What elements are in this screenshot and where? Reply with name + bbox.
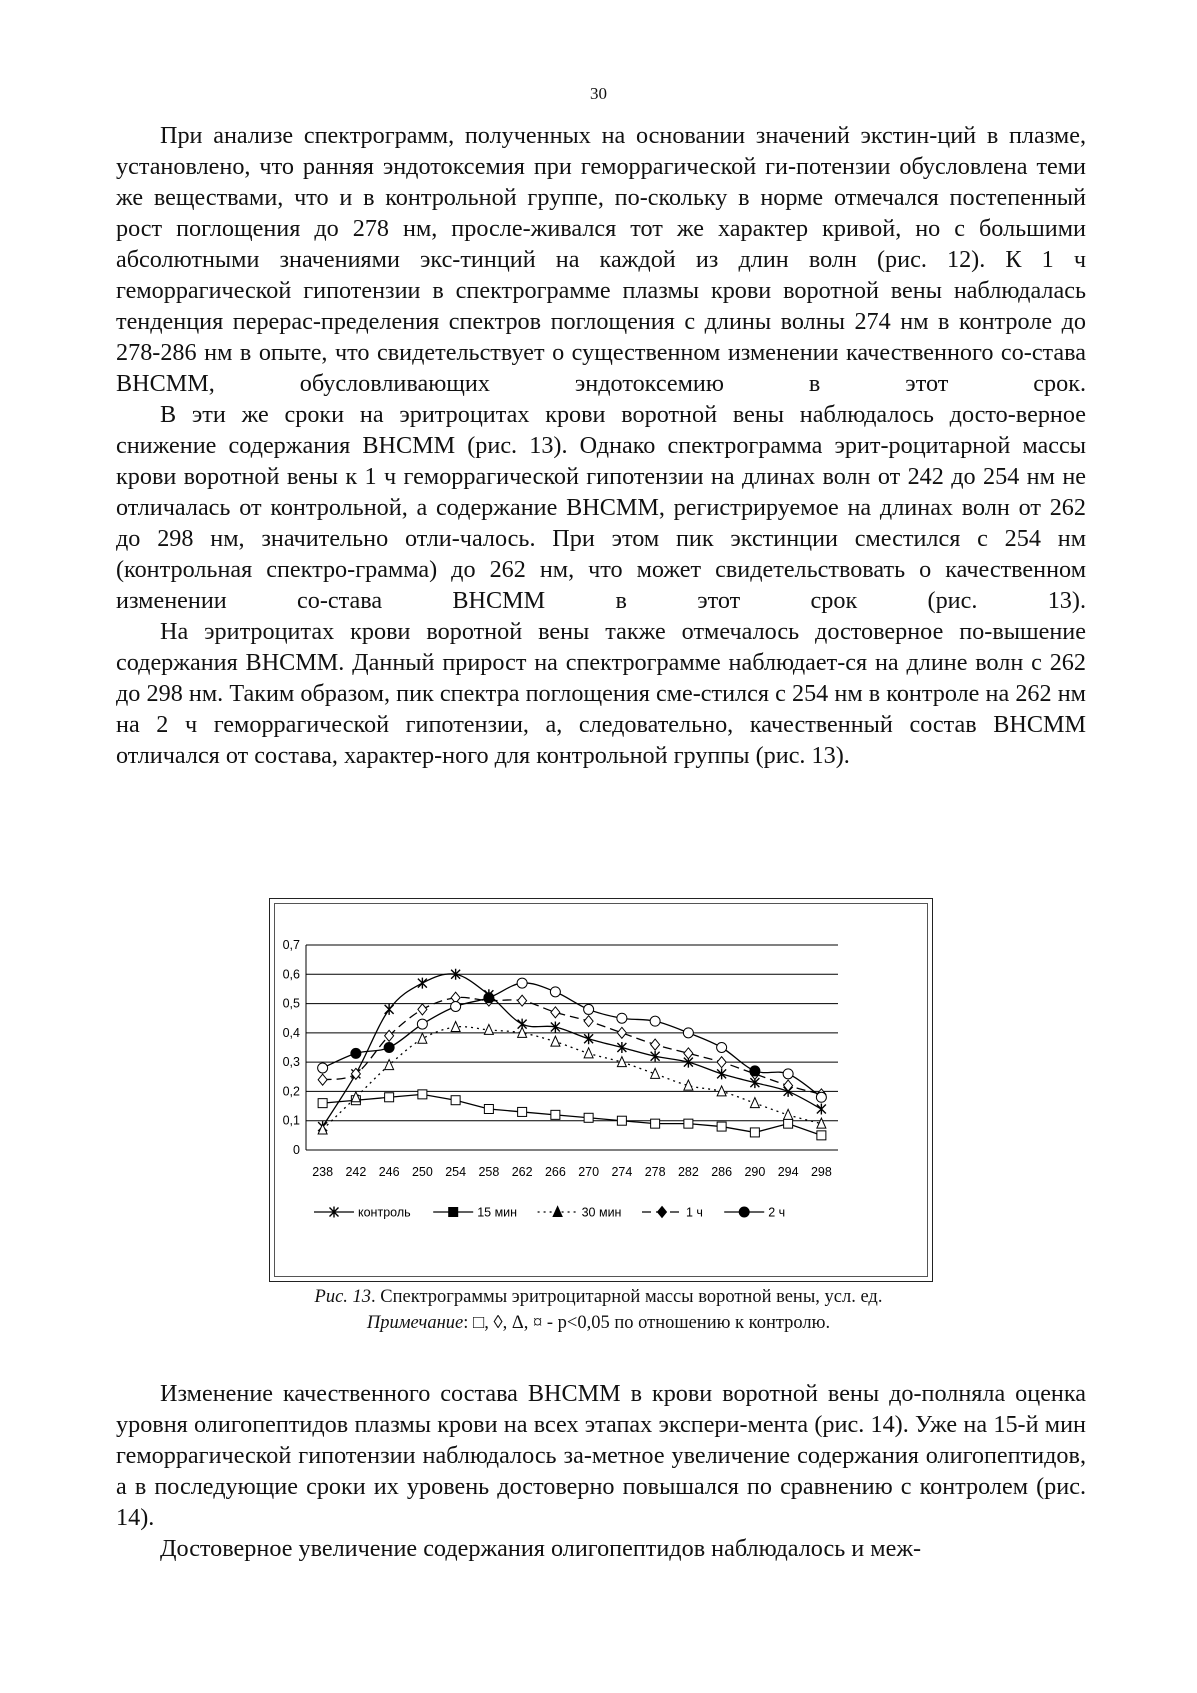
data-point-circle bbox=[717, 1043, 727, 1053]
legend-marker-4 bbox=[739, 1207, 749, 1217]
data-point-square bbox=[717, 1122, 726, 1131]
data-point-diamond bbox=[784, 1080, 793, 1091]
data-point-square bbox=[318, 1099, 327, 1108]
data-point-diamond bbox=[584, 1016, 593, 1027]
data-point-square bbox=[418, 1090, 427, 1099]
legend-label: 1 ч bbox=[686, 1205, 703, 1220]
data-point-diamond bbox=[418, 1004, 427, 1015]
data-point-diamond bbox=[518, 995, 527, 1006]
data-point-square bbox=[784, 1119, 793, 1128]
y-tick-label: 0,1 bbox=[282, 1113, 300, 1128]
paragraph-4: Изменение качественного состава ВНСММ в крови воротной вены до-полняла оценка уровня олигопептидов плазмы крови на всех этапах экспери-мента (рис. 14). Уже на 15-й мин геморрагической гипотензии наблюдалось за-метное увеличение содержания олигопептидов, а в последующие сроки их уровень достоверно повышался по сравнению с контролем (рис. 14). bbox=[116, 1380, 1086, 1531]
data-point-triangle bbox=[451, 1022, 460, 1032]
data-point-diamond bbox=[684, 1048, 693, 1059]
x-tick-label: 262 bbox=[511, 1165, 533, 1179]
x-tick-label: 250 bbox=[411, 1165, 433, 1179]
figure-label: Рис. 13 bbox=[314, 1287, 372, 1307]
data-point-circle bbox=[650, 1016, 660, 1026]
legend-label: 30 мин bbox=[581, 1205, 622, 1220]
data-point-asterisk bbox=[617, 1042, 626, 1053]
figure-note bbox=[0, 1313, 1197, 1334]
data-point-circle bbox=[417, 1019, 427, 1029]
data-point-circle bbox=[683, 1028, 693, 1038]
data-point-square bbox=[684, 1119, 693, 1128]
paragraph-2: В эти же сроки на эритроцитах крови воротной вены наблюдалось досто-верное снижение содержания ВНСММ (рис. 13). Однако спектрограмма эрит-роцитарной массы крови воротной вены к 1 ч геморрагической гипотензии на длинах волн от 242 до 254 нм не отличалась от контрольной, а содержание ВНСММ, регистрируемое на длинах волн от 262 до 298 нм, значительно отли-чалось. При этом пик экстинции сместился с 254 нм (контрольная спектро-грамма) до 262 нм, что может свидетельствовать о качественном изменении со-става ВНСММ в этот срок (рис. 13). bbox=[116, 401, 1086, 614]
legend-marker-1 bbox=[449, 1208, 458, 1217]
legend-marker-2 bbox=[553, 1207, 562, 1217]
data-point-square bbox=[518, 1107, 527, 1116]
series-line-1 bbox=[323, 1094, 822, 1135]
data-point-triangle bbox=[484, 1024, 493, 1034]
data-point-circle bbox=[318, 1063, 328, 1073]
x-tick-label: 254 bbox=[445, 1165, 467, 1179]
data-point-circle bbox=[351, 1048, 361, 1058]
data-point-triangle bbox=[617, 1057, 626, 1067]
data-point-asterisk bbox=[418, 978, 427, 989]
figure-13-chart bbox=[269, 898, 933, 1282]
y-tick-label: 0,4 bbox=[282, 1025, 300, 1040]
x-tick-label: 258 bbox=[478, 1165, 500, 1179]
spectrogram-chart-svg bbox=[270, 899, 934, 1283]
x-tick-label: 278 bbox=[644, 1165, 666, 1179]
data-point-diamond bbox=[318, 1074, 327, 1085]
data-point-square bbox=[651, 1119, 660, 1128]
data-point-circle bbox=[617, 1013, 627, 1023]
legend-label: 2 ч bbox=[768, 1205, 786, 1220]
series-line-0 bbox=[323, 974, 822, 1127]
x-tick-label: 294 bbox=[777, 1165, 799, 1179]
data-point-square bbox=[551, 1110, 560, 1119]
data-point-triangle bbox=[418, 1033, 427, 1043]
legend-label: контроль bbox=[358, 1205, 411, 1220]
data-point-asterisk bbox=[817, 1104, 826, 1115]
data-point-circle bbox=[550, 987, 560, 997]
x-tick-label: 238 bbox=[312, 1165, 334, 1179]
figure-caption bbox=[0, 1287, 1197, 1308]
y-tick-label: 0,6 bbox=[282, 967, 300, 982]
x-tick-label: 286 bbox=[711, 1165, 733, 1179]
data-point-circle bbox=[783, 1069, 793, 1079]
data-point-diamond bbox=[617, 1027, 626, 1038]
paragraph-5: Достоверное увеличение содержания олигопептидов наблюдалось и меж- bbox=[160, 1535, 922, 1562]
x-tick-label: 246 bbox=[378, 1165, 400, 1179]
x-tick-label: 270 bbox=[578, 1165, 600, 1179]
data-point-triangle bbox=[584, 1048, 593, 1058]
y-tick-label: 0,7 bbox=[282, 938, 300, 952]
data-point-triangle bbox=[385, 1060, 394, 1070]
y-tick-label: 0 bbox=[293, 1143, 300, 1157]
data-point-square bbox=[484, 1105, 493, 1114]
data-point-square bbox=[584, 1113, 593, 1122]
data-point-diamond bbox=[651, 1039, 660, 1050]
data-point-asterisk bbox=[385, 1004, 394, 1015]
body-text-top bbox=[116, 120, 1086, 771]
x-tick-label: 266 bbox=[544, 1165, 566, 1179]
paragraph-1: При анализе спектрограмм, полученных на основании значений экстин-ций в плазме, установлено, что ранняя эндотоксемия при геморрагической ги-потензии обусловлена теми же веществами, что и в контрольной группе, по-скольку в норме отмечался постепенный рост поглощения до 278 нм, просле-живался тот же характер кривой, но с большими абсолютными значениями экс-тинций на каждой из длин волн (рис. 12). К 1 ч геморрагической гипотензии в спектрограмме плазмы крови воротной вены наблюдалась тенденция перерас-пределения спектров поглощения с длины волны 274 нм в контроле до 278-286 нм в опыте, что свидетельствует о существенном изменении качественного со-става ВНСММ, обусловливающих эндотоксемию в этот срок. bbox=[116, 122, 1086, 397]
data-point-circle bbox=[384, 1043, 394, 1053]
data-point-triangle bbox=[750, 1098, 759, 1108]
note-label: Примечание bbox=[366, 1313, 464, 1333]
body-text-bottom bbox=[116, 1378, 1086, 1564]
x-tick-label: 242 bbox=[345, 1165, 367, 1179]
page-number: 30 bbox=[590, 84, 607, 103]
data-point-diamond bbox=[551, 1007, 560, 1018]
note-text: : □, ◊, Δ, ¤ - р<0,05 по отношению к контролю. bbox=[463, 1313, 831, 1333]
paragraph-3: На эритроцитах крови воротной вены также отмечалось достоверное по-вышение содержания ВНСММ. Данный прирост на спектрограмме наблюдает-ся на длине волн с 262 до 298 нм. Таким образом, пик спектра поглощения сме-стился с 254 нм в контроле на 262 нм на 2 ч геморрагической гипотензии, а, следовательно, качественный состав ВНСММ отличался от состава, характер-ного для контрольной группы (рис. 13). bbox=[116, 618, 1086, 769]
y-tick-label: 0,2 bbox=[282, 1084, 300, 1099]
data-point-circle bbox=[484, 993, 494, 1003]
data-point-circle bbox=[816, 1092, 826, 1102]
data-point-triangle bbox=[784, 1109, 793, 1119]
legend-marker-3 bbox=[658, 1207, 667, 1218]
y-tick-label: 0,5 bbox=[282, 996, 300, 1011]
series-line-3 bbox=[323, 997, 822, 1094]
data-point-diamond bbox=[717, 1057, 726, 1068]
legend-label: 15 мин bbox=[477, 1205, 518, 1220]
data-point-asterisk bbox=[584, 1033, 593, 1044]
data-point-circle bbox=[584, 1004, 594, 1014]
data-point-circle bbox=[750, 1066, 760, 1076]
x-tick-label: 298 bbox=[810, 1165, 832, 1179]
data-point-square bbox=[750, 1128, 759, 1137]
x-tick-label: 274 bbox=[611, 1165, 633, 1179]
figure-title: . Спектрограммы эритроцитарной массы воротной вены, усл. ед. bbox=[371, 1287, 883, 1307]
x-tick-label: 282 bbox=[677, 1165, 699, 1179]
data-point-circle bbox=[451, 1002, 461, 1012]
data-point-square bbox=[817, 1131, 826, 1140]
data-point-circle bbox=[517, 978, 527, 988]
x-tick-label: 290 bbox=[744, 1165, 766, 1179]
data-point-square bbox=[617, 1116, 626, 1125]
data-point-square bbox=[385, 1093, 394, 1102]
data-point-asterisk bbox=[717, 1068, 726, 1079]
data-point-triangle bbox=[551, 1036, 560, 1046]
data-point-square bbox=[451, 1096, 460, 1105]
y-tick-label: 0,3 bbox=[282, 1055, 300, 1070]
